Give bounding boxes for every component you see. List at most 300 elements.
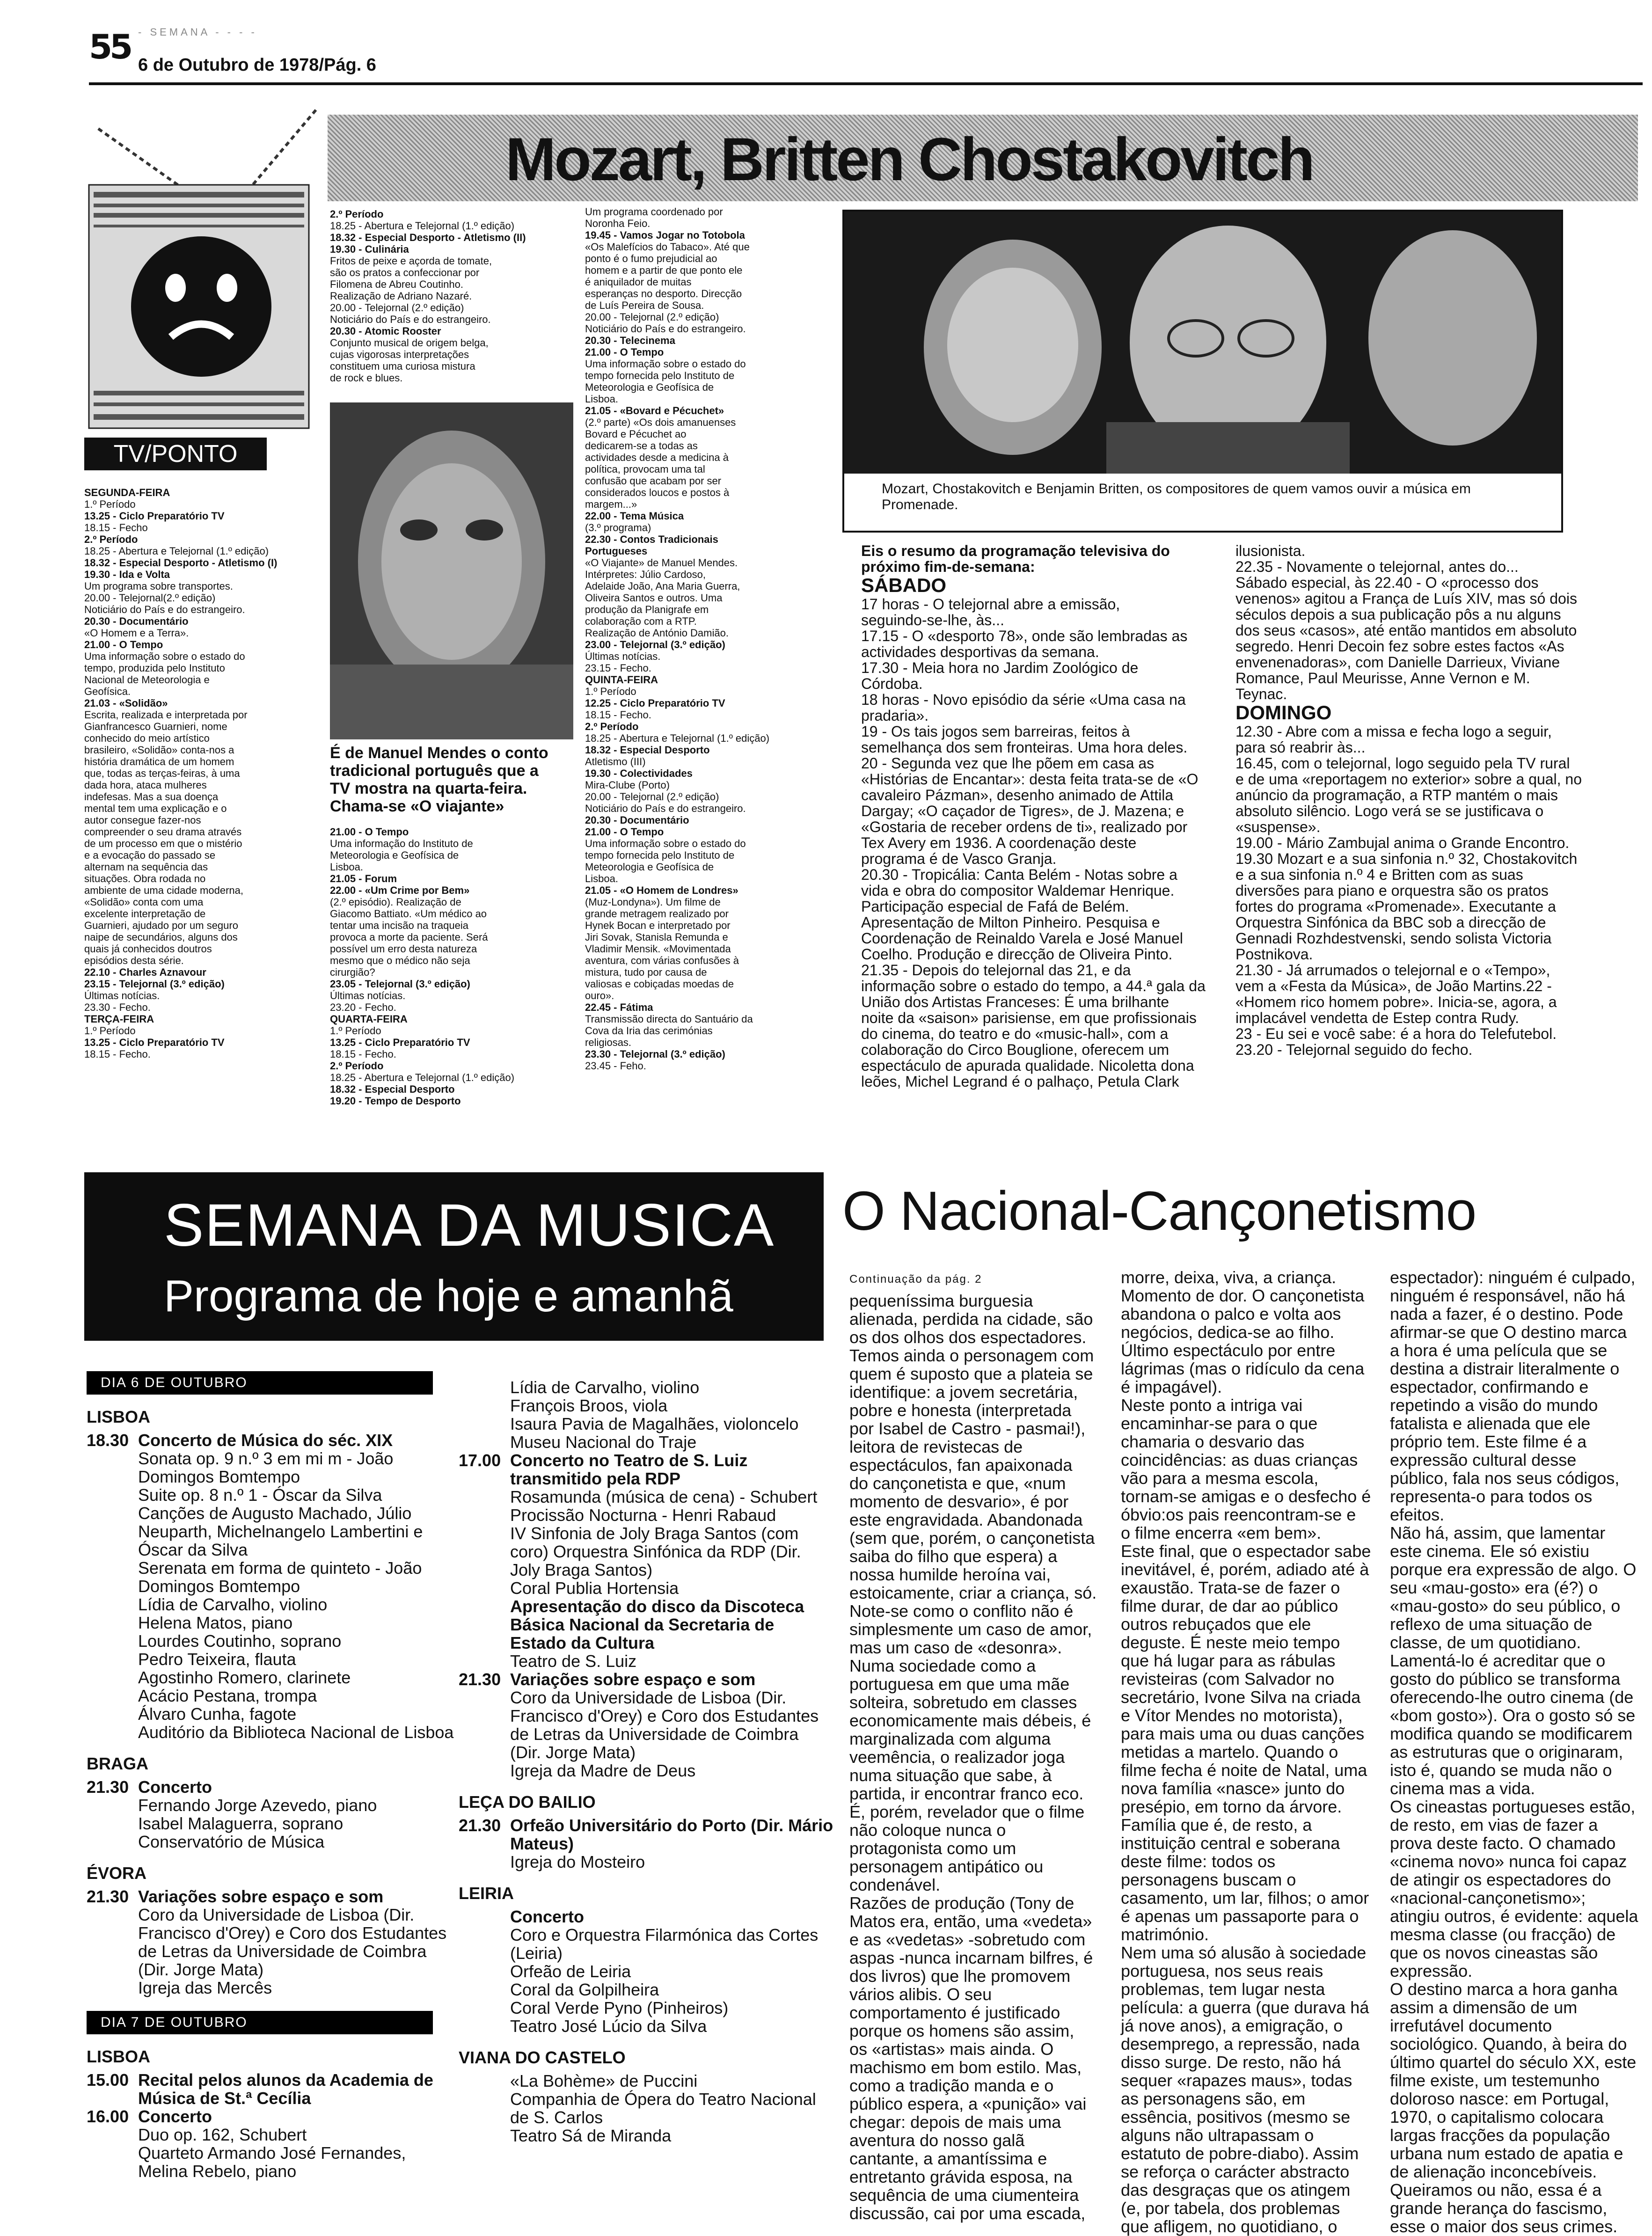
article-line: Não há, assim, que lamentar [1390, 1523, 1606, 1542]
listing-line: Últimas notícias. [330, 990, 406, 1001]
listing-line: 18.25 - Abertura e Telejornal (1.º edição) [84, 545, 269, 557]
event-title: Concerto [510, 1907, 585, 1926]
event-detail: Orfeão de Leiria [510, 1962, 631, 1981]
masthead-date-page: 6 de Outubro de 1978/Pág. 6 [138, 55, 376, 75]
event-detail: Auditório da Biblioteca Nacional de Lisboa [138, 1723, 454, 1742]
article-line: (e, por tabela, dos problemas [1121, 2199, 1340, 2218]
article-line: este cinema. Ele só existiu [1390, 1542, 1590, 1561]
event-detail: (Dir. Jorge Mata) [510, 1743, 636, 1762]
article-line: semelhança dos sem fronteiras. Uma hora deles. [861, 739, 1188, 756]
listing-line: margem...» [585, 498, 637, 510]
masthead-logo: 55 [89, 27, 131, 66]
article-line: do cançonetista e que, «num [849, 1474, 1066, 1493]
article-line: protagonista como um [849, 1839, 1016, 1858]
article-line: «suspense». [1235, 818, 1321, 835]
masthead-faded-title: - SEMANA - - - - [138, 26, 257, 38]
event-detail: Francisco d'Orey) e Coro dos Estudantes [510, 1706, 819, 1725]
listing-line: Meteorologia e Geofísica de [585, 861, 714, 873]
article-line: (sem que, porém, o cançonetista [849, 1528, 1095, 1548]
listing-line: Noticiário do País e do estrangeiro. [585, 323, 746, 335]
listing-line: e a evocação do passado se [84, 849, 216, 861]
listing-line: indefesas. Mas a sua doença [84, 791, 219, 803]
listing-line: mistura, tudo por causa de [585, 966, 707, 978]
semana-title-box [84, 1172, 824, 1341]
listing-line: 20.30 - Documentário [84, 615, 189, 627]
event-time: 21.30 [459, 1816, 501, 1835]
article-line: por Isabel de Castro - pasmai!), [849, 1419, 1086, 1438]
listing-line: de um processo em que o mistério [84, 838, 242, 849]
listing-line: Oliveira Santos e outros. Uma [585, 592, 723, 604]
listing-line: 1.º Período [84, 498, 136, 510]
listing-line: 18.15 - Fecho. [84, 1048, 151, 1060]
listing-line: conhecido do meio artístico [84, 732, 210, 744]
article-line: saiba do filho que espera) a [849, 1547, 1058, 1566]
event-detail: Duo op. 162, Schubert [138, 2125, 307, 2144]
listing-line: Nacional de Meteorologia e [84, 674, 210, 686]
article-line: Note-se como o conflito não é [849, 1601, 1074, 1621]
article-line: de alienação inconcebíveis. [1390, 2162, 1597, 2181]
article-line: 17.30 - Meia hora no Jardim Zoológico de [861, 659, 1139, 676]
listing-line: 23.20 - Fecho. [330, 1001, 396, 1013]
listing-line: homem e a partir de que ponto ele [585, 264, 743, 276]
article-line: Lamentá-lo é acreditar que o [1390, 1651, 1606, 1670]
listing-line: Meteorologia e Geofísica de [585, 381, 714, 393]
article-line: 19 - Os tais jogos sem barreiras, feitos à [861, 723, 1130, 740]
article-line: vão para a mesma escola, [1121, 1469, 1319, 1488]
listing-line: Bovard e Pécuchet ao [585, 428, 687, 440]
article-line: 19.30 Mozart e a sua sinfonia n.º 32, Chostakovitch [1235, 850, 1578, 867]
article-line: a hora é uma película que se [1390, 1341, 1608, 1360]
listing-line: 1.º Período [330, 1025, 381, 1037]
event-detail: Lídia de Carvalho, violino [510, 1378, 700, 1397]
event-detail: Igreja do Mosteiro [510, 1852, 645, 1871]
article-line: porque os homens são assim, [849, 2021, 1075, 2040]
article-line: 22.35 - Novamente o telejornal, antes do... [1235, 558, 1519, 575]
article-line: pequeníssima burguesia [849, 1291, 1033, 1310]
article-line: mas um caso de «desonra». [849, 1638, 1062, 1657]
event-title: Concerto no Teatro de S. Luiz [510, 1451, 748, 1470]
listing-line: Uma informação do Instituto de [330, 838, 473, 849]
masthead [89, 13, 1643, 83]
listing-line: política, provocam uma tal [585, 463, 705, 475]
article-line: público espera, a «punição» vai [849, 2094, 1087, 2113]
article-line: e Vítor Mendes no motorista), [1121, 1706, 1343, 1725]
event-line [87, 1778, 461, 1796]
article-line: o filme encerra «em bem». [1121, 1523, 1322, 1542]
listing-line: mental tem uma explicação e o [84, 803, 227, 814]
article-line: nossa humilde heroína vai, [849, 1565, 1051, 1584]
article-line: repetindo a visão do mundo [1390, 1396, 1598, 1415]
article-line: próprio tem. Este filme é a [1390, 1432, 1587, 1451]
article-line: Coelho. Produção e direcção de Oliveira Pinto. [861, 946, 1173, 963]
article-line: irrefutável documento [1390, 2016, 1552, 2035]
event-time: 21.30 [87, 1777, 129, 1797]
article-line: Razões de produção (Tony de [849, 1893, 1075, 1913]
tvponto-label: TV/PONTO [84, 438, 267, 470]
article-line: desemprego, a repressão, nada [1121, 2034, 1360, 2053]
event-detail: Álvaro Cunha, fagote [138, 1704, 297, 1724]
listing-line: colaboração com a RTP. [585, 615, 697, 627]
event-detail: Neuparth, Michelnangelo Lambertini e [138, 1522, 423, 1541]
article-line: é apenas um passaporte para o [1121, 1907, 1359, 1926]
event-detail: Igreja da Madre de Deus [510, 1761, 696, 1780]
article-line: representa-o para todos os [1390, 1487, 1593, 1506]
article-line: Eis o resumo da programação televisiva do [861, 542, 1170, 559]
listing-line: 21.05 - Forum [330, 873, 397, 884]
article-line: 20.30 - Tropicália: Canta Belém - Notas sobre a [861, 866, 1177, 883]
article-line: urbana num estado de apatia e [1390, 2144, 1623, 2163]
article-line: óbvio:os pais reencontram-se e [1121, 1505, 1356, 1524]
article-line: envenenadoras», com Danielle Darrieux, Viviane [1235, 654, 1560, 671]
listing-line: Lisboa. [585, 873, 618, 884]
listing-line: possível um erro desta natureza [330, 943, 477, 955]
article-line: dos livros) que lhe promovem [849, 1966, 1071, 1986]
listing-line: 13.25 - Ciclo Preparatório TV [84, 510, 225, 522]
city-heading: VIANA DO CASTELO [459, 2048, 626, 2067]
article-line: Momento de dor. O cançonetista [1121, 1286, 1365, 1305]
tvponto-col2 [330, 208, 578, 405]
article-line: Participação especial de Fafá de Belém. [861, 898, 1129, 915]
article-line: É, porém, revelador que o filme [849, 1802, 1085, 1821]
article-line: seguindo-se-lhe, às... [861, 612, 1004, 628]
article-line: segredo. Henri Decoin fez sobre estes factos «As [1235, 638, 1564, 655]
listing-line: (3.º programa) [585, 522, 651, 533]
article-line: comportamento é justificado [849, 2003, 1060, 2022]
listing-line: 18.25 - Abertura e Telejornal (1.º edição) [330, 220, 515, 232]
listing-line: 18.15 - Fecho [84, 522, 148, 533]
article-line: machismo em bom estilo. Mas, [849, 2058, 1082, 2077]
article-line: vários alibis. O seu [849, 1985, 992, 2004]
event-time: 15.00 [87, 2070, 129, 2090]
listing-line: 23.45 - Feho. [585, 1060, 646, 1072]
listing-line: é aniquilador de muitas [585, 276, 692, 288]
listing-line: Lisboa. [330, 861, 363, 873]
listing-line: tempo fornecida pelo Instituto de [585, 849, 735, 861]
article-line: personagem antipático ou [849, 1857, 1044, 1876]
event-time: 16.00 [87, 2107, 129, 2126]
article-line: Romance, Paul Meurisse, Anne Vernon e M. [1235, 670, 1530, 687]
listing-line: dada hora, ataca mulheres [84, 779, 207, 791]
tvponto-col2b [330, 826, 578, 1172]
article-line: filme durar, de dar ao público [1121, 1596, 1338, 1615]
event-line [87, 2071, 461, 2089]
article-line: noite da «saison» parisiense, em que profissionais [861, 1009, 1197, 1026]
listing-line: 19.30 - Ida e Volta [84, 569, 170, 580]
article-line: último quartel do século XX, este [1390, 2053, 1637, 2072]
day2-bar: DIA 7 DE OUTUBRO [87, 2011, 433, 2034]
listing-line: dedicarem-se a todas as [585, 440, 698, 452]
event-detail: Teatro de S. Luiz [510, 1651, 637, 1671]
tvponto-col3 [585, 206, 828, 1175]
article-line: diversões para piano e orquestra são os pratos [1235, 882, 1549, 899]
listing-line: 22.00 - Tema Música [585, 510, 684, 522]
article-line: não coloque nunca o [849, 1820, 1006, 1840]
listing-line: Cova da Iria das cerimónias [585, 1025, 713, 1037]
event-detail: Quarteto Armando José Fernandes, [138, 2143, 406, 2163]
listing-line: 18.15 - Fecho. [585, 709, 651, 721]
event-detail: Coral Publia Hortensia [510, 1578, 679, 1598]
article-line: abandona o palco e volta aos [1121, 1304, 1341, 1323]
event-title: Mateus) [510, 1834, 574, 1853]
listing-line: «O Viajante» de Manuel Mendes. [585, 557, 738, 569]
article-line: 23.20 - Telejornal seguido do fecho. [1235, 1041, 1473, 1058]
event-time: 21.30 [459, 1670, 501, 1689]
article-line: Apresentação de Milton Pinheiro. Pesquisa e [861, 914, 1160, 931]
listing-line: 18.32 - Especial Desporto [330, 1083, 455, 1095]
listing-line: Jiri Sovak, Stanisla Remunda e [585, 931, 728, 943]
article-line: secretário, Ivone Silva na criada [1121, 1688, 1361, 1707]
listing-line: ouro». [585, 990, 614, 1001]
article-line: pobre e honesta (interpretada [849, 1401, 1072, 1420]
article-line: filme fecha é noite de Natal, uma [1121, 1761, 1367, 1780]
listing-line: Geofísica. [84, 686, 131, 697]
listing-line: Meteorologia e Geofísica de [330, 849, 459, 861]
article-line: expressão cultural desse [1390, 1450, 1577, 1469]
mozart-headline: Mozart, Britten Chostakovitch [505, 125, 1313, 193]
tv-sad-face-icon [84, 110, 321, 452]
listing-line: Hynek Bocan e interpretado por [585, 920, 731, 931]
event-title: Básica Nacional da Secretaria de [510, 1615, 775, 1634]
article-line: que os novos cineastas são [1390, 1943, 1598, 1962]
listing-line: quais já conhecidos doutros [84, 943, 212, 955]
article-line: e a sua sinfonia n.º 4 e Britten com as suas [1235, 866, 1523, 883]
listing-line: Escrita, realizada e interpretada por [84, 709, 248, 721]
event-detail: Óscar da Silva [138, 1540, 248, 1559]
event-detail: Rosamunda (música de cena) - Schubert [510, 1487, 818, 1506]
article-line: Orquestra Sinfónica da BBC sob a direcção de [1235, 914, 1546, 931]
article-line: condenável. [849, 1875, 941, 1894]
article-line: sequência de uma ciumenteira [849, 2185, 1079, 2205]
article-line: presépio, em torno da árvore. [1121, 1797, 1342, 1816]
article-line: matrimónio. [1121, 1925, 1209, 1944]
article-line: 19.00 - Mário Zambujal anima o Grande Encontro. [1235, 834, 1570, 851]
article-line: cinema mas a vida. [1390, 1779, 1535, 1798]
listing-line: Transmissão directa do Santuário da [585, 1013, 753, 1025]
listing-line: 18.32 - Especial Desporto - Atletismo (I) [84, 557, 278, 569]
article-line: Tex Avery em 1936. A coordenação deste [861, 834, 1137, 851]
listing-line: 2.º Período [330, 208, 384, 220]
article-line: Gennadi Rozhdestvenski, sendo solista Victoria [1235, 930, 1552, 947]
article-line: essência, positivos (mesmo se [1121, 2107, 1351, 2126]
listing-line: Noticiário do País e do estrangeiro. [330, 314, 491, 325]
listing-line: Giacomo Battiato. «Um médico ao [330, 908, 487, 920]
semana-left [87, 1371, 461, 2195]
article-line: efeitos. [1390, 1505, 1445, 1524]
event-detail: Companhia de Ópera do Teatro Nacional [510, 2090, 816, 2109]
listing-line: TERÇA-FEIRA [84, 1013, 154, 1025]
event-detail: de Letras da Universidade de Coimbra [138, 1942, 427, 1961]
listing-line: Noronha Feio. [585, 218, 651, 229]
article-line: 21.35 - Depois do telejornal das 21, e da [861, 962, 1131, 979]
city-heading: BRAGA [87, 1754, 148, 1773]
listing-line: Realização de Adriano Nazaré. [330, 290, 472, 302]
article-line: ninguém é responsável, não há [1390, 1286, 1625, 1305]
event-detail: Isaura Pavia de Magalhães, violoncelo [510, 1414, 799, 1433]
article-line: colaboração do Circo Bouglione, oferecem um [861, 1041, 1170, 1058]
article-line: se reforça o carácter abstracto [1121, 2162, 1350, 2181]
article-line: de atingir os espectadores do [1390, 1870, 1611, 1889]
article-line: Família que é, de resto, a [1121, 1815, 1312, 1834]
listing-line: autor consegue fazer-nos [84, 814, 201, 826]
listing-line: cujas vigorosas interpretações [330, 349, 469, 360]
event-line [87, 1431, 461, 1449]
listing-line: QUINTA-FEIRA [585, 674, 658, 686]
article-line: para mais uma ou duas canções [1121, 1724, 1365, 1743]
listing-line: 20.30 - Documentário [585, 814, 689, 826]
listing-line: 21.03 - «Solidão» [84, 697, 168, 709]
event-title: Recital pelos alunos da Academia de [138, 2070, 433, 2090]
article-line: filme existe, um testemunho [1390, 2071, 1600, 2090]
article-line: coincidências: as duas crianças [1121, 1450, 1358, 1469]
listing-line: 13.25 - Ciclo Preparatório TV [84, 1037, 225, 1048]
event-detail: Agostinho Romero, clarinete [138, 1668, 351, 1687]
caption-line: É de Manuel Mendes o conto [330, 744, 548, 762]
article-line: veemência, o realizador joga [849, 1747, 1065, 1767]
article-line: 16.45, com o telejornal, logo seguido pela TV rural [1235, 755, 1570, 772]
listing-line: 19.45 - Vamos Jogar no Totobola [585, 229, 745, 241]
listing-line: (Muz-Londyna»). Um filme de [585, 896, 721, 908]
article-line: SÁBADO [861, 574, 947, 596]
listing-line: brasileiro, «Solidão» conta-nos a [84, 744, 234, 756]
listing-line: tempo, produzida pelo Instituto [84, 662, 225, 674]
article-line: actividades desportivas da semana. [861, 643, 1099, 660]
listing-line: Intérpretes: Júlio Cardoso, [585, 569, 706, 580]
article-line: alienada, perdida na cidade, são [849, 1309, 1093, 1329]
semana-right [459, 1378, 838, 2192]
listing-line: 22.10 - Charles Aznavour [84, 966, 206, 978]
listing-line: 21.05 - «Bovard e Pécuchet» [585, 405, 724, 417]
article-line: destina a distrair literalmente o [1390, 1359, 1620, 1378]
event-detail: Domingos Bomtempo [138, 1467, 300, 1486]
article-line: Neste ponto a intriga vai [1121, 1396, 1303, 1415]
article-line: 21.30 - Já arrumados o telejornal e o «Tempo», [1235, 962, 1550, 979]
article-line: as personagens são, em [1121, 2089, 1306, 2108]
city-heading: LISBOA [87, 2047, 151, 2066]
article-line: nova família «nasce» junto do [1121, 1779, 1345, 1798]
article-line: é impagável). [1121, 1377, 1222, 1396]
article-line: atingiu outros, é evidente: aquela [1390, 1907, 1638, 1926]
article-line: chegar: depois de mais uma [849, 2112, 1061, 2132]
composers-photo-caption [882, 481, 1537, 513]
city-heading: LISBOA [87, 1407, 151, 1426]
event-detail: Suite op. 8 n.º 1 - Óscar da Silva [138, 1485, 382, 1505]
listing-line: 1.º Período [585, 686, 636, 697]
article-line: 20 - Segunda vez que lhe põem em casa as [861, 755, 1155, 772]
article-line: sociológico. Quando, à beira do [1390, 2034, 1627, 2053]
article-line: outros rebuçados que ele [1121, 1615, 1311, 1634]
article-line: informação sobre o estado do tempo, a 44.ª gala da [861, 978, 1206, 994]
manuel-mendes-photo [330, 402, 573, 739]
article-line: espectáculo de apurada qualidade. Nicoletta dona [861, 1057, 1194, 1074]
listing-line: 23.15 - Fecho. [585, 662, 651, 674]
event-line [459, 1816, 838, 1834]
caption-line: tradicional português que a [330, 762, 539, 780]
event-detail: Fernando Jorge Azevedo, piano [138, 1796, 377, 1815]
city-heading: LEÇA DO BAILIO [459, 1792, 596, 1812]
listing-line: «O Homem e a Terra». [84, 627, 189, 639]
caption-line: TV mostra na quarta-feira. [330, 780, 527, 797]
listing-line: (2.º parte) «Os dois amanuenses [585, 417, 736, 428]
article-line: estoicamente, criar a criança, só. [849, 1583, 1097, 1602]
event-detail: François Broos, viola [510, 1396, 668, 1415]
article-line: assim a dimensão de um [1390, 1998, 1578, 2017]
listing-line: Uma informação sobre o estado do [84, 650, 245, 662]
article-line: porque era expressão de algo. O [1390, 1560, 1637, 1579]
article-line: «Gostaria de receber ordens de ti», realizado por [861, 818, 1188, 835]
event-title: Música de St.ª Cecília [138, 2089, 311, 2108]
caption-line: Promenade. [882, 497, 958, 512]
event-detail: Helena Matos, piano [138, 1613, 293, 1632]
event-line [87, 2107, 461, 2126]
article-line: os dos olhos dos espectadores. [849, 1328, 1087, 1347]
listing-line: que, todas as terças-feiras, à uma [84, 767, 240, 779]
article-line: Teynac. [1235, 686, 1287, 702]
event-title: Concerto [138, 1777, 212, 1797]
article-line: disso surge. De resto, não há [1121, 2053, 1341, 2072]
article-line: fatalista e alienada que ele [1390, 1414, 1591, 1433]
listing-line: Lisboa. [585, 393, 618, 405]
listing-line: Adelaide João, Ana Maria Guerra, [585, 580, 740, 592]
listing-line: 18.32 - Especial Desporto - Atletismo (II) [330, 232, 526, 243]
britten-portrait [1368, 230, 1537, 446]
article-line: dos seus «casos», até então mantidos em absoluto [1235, 622, 1577, 639]
listing-line: 18.32 - Especial Desporto [585, 744, 710, 756]
article-line: estatuto de pobre-diabo). Assim [1121, 2144, 1359, 2163]
event-detail: de S. Carlos [510, 2108, 603, 2127]
article-line: negócios, dedica-se ao filho. [1121, 1323, 1335, 1342]
event-detail: Isabel Malaguerra, soprano [138, 1814, 344, 1833]
article-line: gosto do público se transforma [1390, 1669, 1621, 1688]
article-line: já nove anos), a emigração, o [1121, 2016, 1343, 2035]
article-line: próximo fim-de-semana: [861, 558, 1035, 575]
article-line: quem é suposto que a plateia se [849, 1364, 1093, 1383]
event-title: Variações sobre espaço e som [138, 1887, 384, 1906]
listing-line: Uma informação sobre o estado do [585, 838, 746, 849]
article-line: partida, ir encontrar franco eco. [849, 1784, 1084, 1803]
event-line [459, 1451, 838, 1469]
listing-line: produção da Planigrafe em [585, 604, 709, 615]
article-line: metidas a martelo. Quando o [1121, 1742, 1338, 1761]
nacional-title: O Nacional-Cançonetismo [842, 1180, 1477, 1242]
listing-line: Guarnieri, ajudado por um seguro [84, 920, 238, 931]
article-line: expressão. [1390, 1961, 1473, 1980]
listing-line: 21.00 - O Tempo [585, 346, 664, 358]
listing-line: 18.25 - Abertura e Telejornal (1.º edição) [585, 732, 770, 744]
article-line: «cinema novo» nunca foi capaz [1390, 1852, 1627, 1871]
listing-line: 21.00 - O Tempo [330, 826, 409, 838]
listing-line: Realização de António Damião. [585, 627, 729, 639]
article-line: vem a «Festa da Música», de João Martins.22 - [1235, 978, 1552, 994]
listing-line: Noticiário do País e do estrangeiro. [585, 803, 746, 814]
listing-line: QUARTA-FEIRA [330, 1013, 408, 1025]
article-line: modifica quando se modificarem [1390, 1724, 1633, 1743]
event-detail: Coro e Orquestra Filarmónica das Cortes [510, 1925, 819, 1944]
masthead-rule [89, 82, 1643, 85]
article-line: solteira, sobretudo em classes [849, 1693, 1077, 1712]
article-line: nada a fazer, é o destino. Pode [1390, 1304, 1623, 1323]
listing-line: provoca a morte da paciente. Será [330, 931, 488, 943]
listing-line: 13.25 - Ciclo Preparatório TV [330, 1037, 470, 1048]
event-time: 17.00 [459, 1451, 501, 1470]
listing-line: 12.25 - Ciclo Preparatório TV [585, 697, 725, 709]
tvponto-col1 [84, 487, 323, 1170]
mozart-headline-bar [328, 115, 1638, 201]
listing-line: grande metragem realizado por [585, 908, 729, 920]
listing-line: 23.15 - Telejornal (3.º edição) [84, 978, 225, 990]
article-line: discussão, cai por uma escada, [849, 2204, 1086, 2223]
article-line: leitora de revistecas de [849, 1437, 1023, 1456]
listing-line: actividades desde a medicina à [585, 452, 729, 463]
